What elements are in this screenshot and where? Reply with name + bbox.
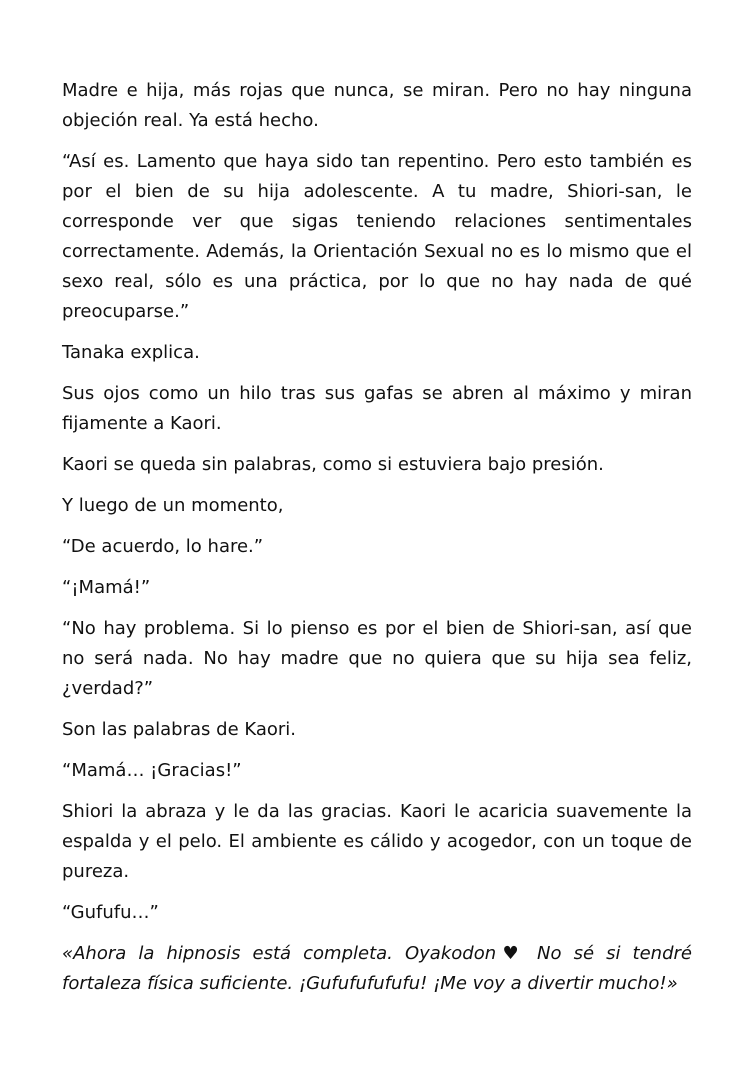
paragraph: Y luego de un momento, <box>62 495 284 516</box>
paragraph: Madre e hija, más rojas que nunca, se miran. Pero no hay ninguna objeción real. Ya está hecho. <box>62 80 692 131</box>
paragraph: Kaori se queda sin palabras, como si estuviera bajo presión. <box>62 454 604 475</box>
paragraph: “Gufufu…” <box>62 902 159 923</box>
paragraph: “No hay problema. Si lo pienso es por el bien de Shiori-san, así que no será nada. No hay madre que no quiera que su hija sea feliz, ¿verdad?” <box>62 618 692 699</box>
paragraph: “¡Mamá!” <box>62 577 151 598</box>
document-page <box>62 76 692 1010</box>
paragraph: “Así es. Lamento que haya sido tan repentino. Pero esto también es por el bien de su hija adolescente. A tu madre, Shiori-san, le corresponde ver que sigas teniendo relaciones sentimentales correctamente. Además, la Orientación Sexual no es lo mismo que el sexo real, sólo es una práctica, por lo que no hay nada de qué preocuparse.” <box>62 151 692 322</box>
paragraph: Shiori la abraza y le da las gracias. Kaori le acaricia suavemente la espalda y el pelo. El ambiente es cálido y acogedor, con un toque de pureza. <box>62 801 692 882</box>
paragraph: “Mamá… ¡Gracias!” <box>62 760 242 781</box>
paragraph: “De acuerdo, lo hare.” <box>62 536 264 557</box>
paragraph: Son las palabras de Kaori. <box>62 719 297 740</box>
italic-paragraph: «Ahora la hipnosis está completa. Oyakodon♥ No sé si tendré fortaleza física suficiente. ¡Gufufufufufu! ¡Me voy a divertir mucho!» <box>62 943 692 994</box>
paragraph: Tanaka explica. <box>62 342 200 363</box>
paragraph: Sus ojos como un hilo tras sus gafas se abren al máximo y miran fijamente a Kaori. <box>62 383 692 434</box>
